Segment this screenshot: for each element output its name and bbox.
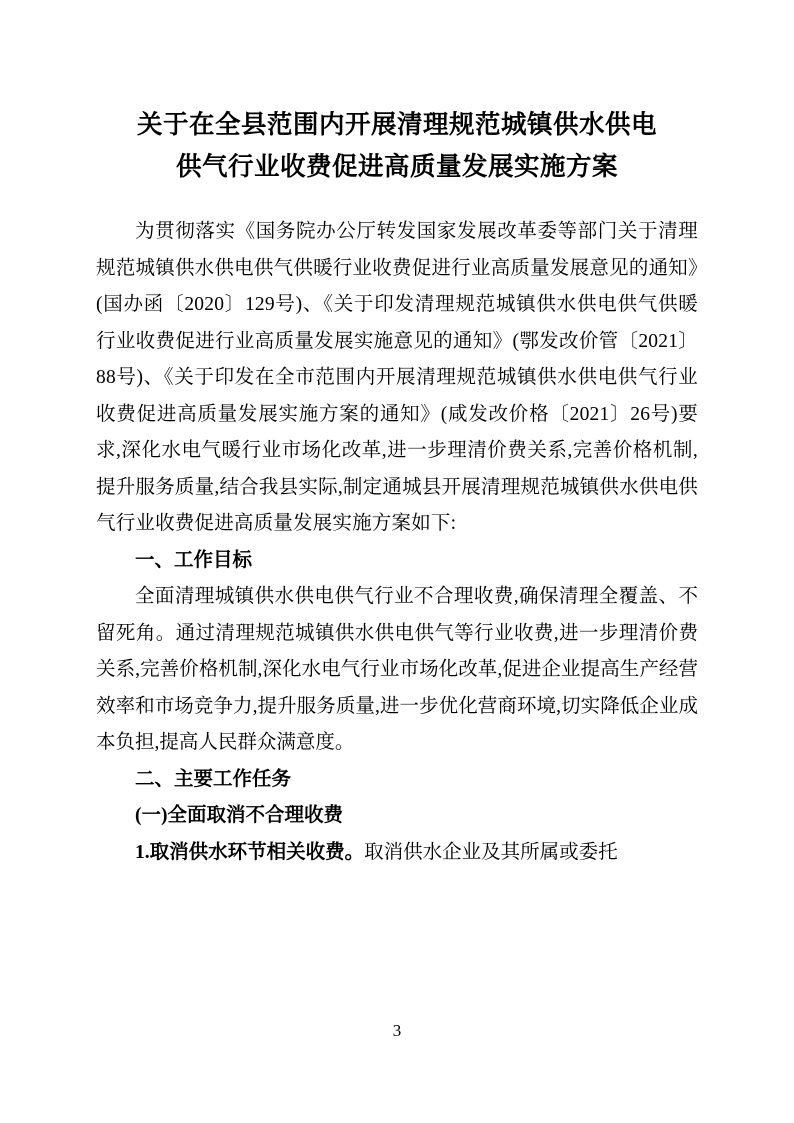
page-title-line-1: 关于在全县范围内开展清理规范城镇供水供电 <box>136 110 657 139</box>
section-heading-main-tasks: 二、主要工作任务 <box>135 768 292 790</box>
section-heading-work-goal: 一、工作目标 <box>135 549 253 571</box>
paragraph-work-goal: 全面清理城镇供水供电供气行业不合理收费,确保清理全覆盖、不留死角。通过清理规范城镇供水供电供气等行业收费,进一步理清价费关系,完善价格机制,深化水电气行业市场化改革,促进企业提高生产经营效率和市场竞争力,提升服务质量,进一步优化营商环境,切实降低企业成本负担,提高人民群众满意度。 <box>96 586 698 753</box>
subsection-heading-cancel-fees: (一)全面取消不合理收费 <box>135 805 343 826</box>
document-body <box>96 214 698 871</box>
list-item-text: 取消供水企业及其所属或委托 <box>364 841 618 863</box>
page-title <box>96 104 698 188</box>
page-number: 3 <box>392 1021 402 1040</box>
list-item-lead: 1.取消供水环节相关收费。 <box>135 841 365 863</box>
list-item-water-supply-fees <box>96 835 698 872</box>
page-title-line-2: 供气行业收费促进高质量发展实施方案 <box>175 152 618 181</box>
paragraph-intro: 为贯彻落实《国务院办公厅转发国家发展改革委等部门关于清理规范城镇供水供电供气供暖行业收费促进行业高质量发展意见的通知》(国办函〔2020〕129号)、《关于印发清理规范城镇供水供电供气供暖行业收费促进行业高质量发展实施意见的通知》(鄂发改价管〔2021〕88号)、《关于印发在全市范围内开展清理规范城镇供水供电供气行业收费促进高质量发展实施方案的通知》(咸发改价格〔2021〕26号)要求,深化水电气暖行业市场化改革,进一步理清价费关系,完善价格机制,提升服务质量,结合我县实际,制定通城县开展清理规范城镇供水供电供气行业收费促进高质量发展实施方案如下: <box>96 221 698 534</box>
page-content <box>96 104 698 871</box>
